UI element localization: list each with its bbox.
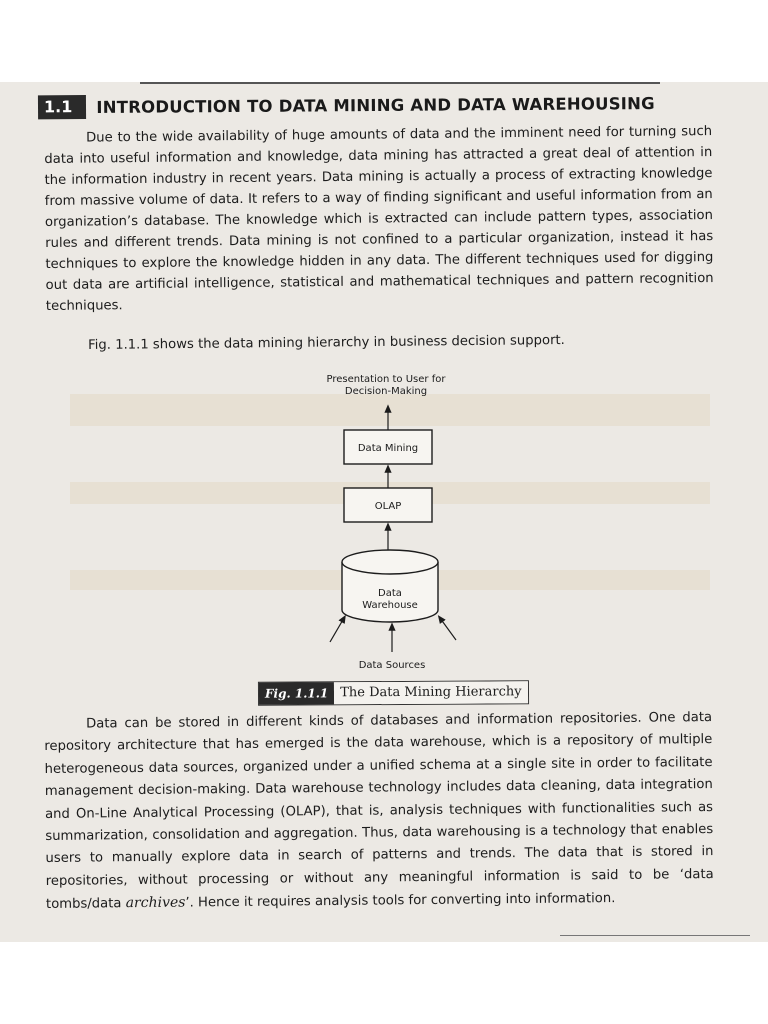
data-sources-label: Data Sources	[358, 660, 426, 671]
arrow-source-right	[440, 618, 456, 640]
section-heading	[38, 90, 718, 121]
top-rule	[140, 82, 660, 84]
figure-number: Fig. 1.1.1	[259, 682, 334, 704]
figure-caption	[258, 680, 529, 705]
warehouse-paragraph-text-b: ’. Hence it requires analysis tools for converting into information.	[185, 891, 616, 911]
data-mining-hierarchy-diagram	[300, 370, 500, 680]
section-number: 1.1	[38, 95, 87, 119]
data-mining-label: Data Mining	[357, 443, 419, 454]
figure-reference-sentence: Fig. 1.1.1 shows the data mining hierarchy in business decision support.	[88, 333, 565, 353]
warehouse-label-line1: Data	[378, 588, 402, 599]
figure-title: The Data Mining Hierarchy	[334, 681, 527, 704]
top-label-line2: Decision-Making	[344, 386, 428, 397]
section-title: INTRODUCTION TO DATA MINING AND DATA WAREHOUSING	[96, 93, 655, 117]
arrow-source-left	[330, 618, 344, 642]
bottom-rule	[560, 935, 750, 936]
intro-paragraph-text: Due to the wide availability of huge amounts of data and the imminent need for turning such data into useful information and knowledge, data mining has attracted a great deal of attention in the information industry in recent years. Data mining is actually a process of extracting knowledge from massive volume of data. It refers to a way of finding significant and useful information from an organization’s database. The knowledge which is extracted can include pattern types, association rules and different trends. Data mining is not confined to a particular organization, instead it has techniques to explore the knowledge hidden in any data. The different techniques used for digging out data are artificial intelligence, statistical and mathematical techniques and pattern recognition techniques.	[44, 124, 714, 314]
warehouse-paragraph	[44, 707, 714, 917]
intro-paragraph	[44, 121, 714, 317]
olap-label: OLAP	[374, 501, 402, 512]
warehouse-paragraph-text-a: Data can be stored in different kinds of databases and information repositories. One data repository architecture that has emerged is the data warehouse, which is a repository of multiple heterogeneous data sources, organized under a unified schema at a single site in order to facilitate management decision-making. Data warehouse technology includes data cleaning, data integration and On-Line Analytical Processing (OLAP), that is, analysis techniques with functionalities such as summarization, consolidation and aggregation. Thus, data warehousing is a technology that enables users to manually explore data in search of patterns and trends. The data that is stored in repositories, without processing or without any meaningful information is said to be ‘data tombs/data	[44, 710, 714, 913]
warehouse-label-line2: Warehouse	[362, 600, 418, 611]
top-label-line1: Presentation to User for	[326, 374, 446, 385]
data-warehouse-cylinder	[342, 550, 438, 622]
archives-emphasis: archives	[125, 894, 186, 912]
